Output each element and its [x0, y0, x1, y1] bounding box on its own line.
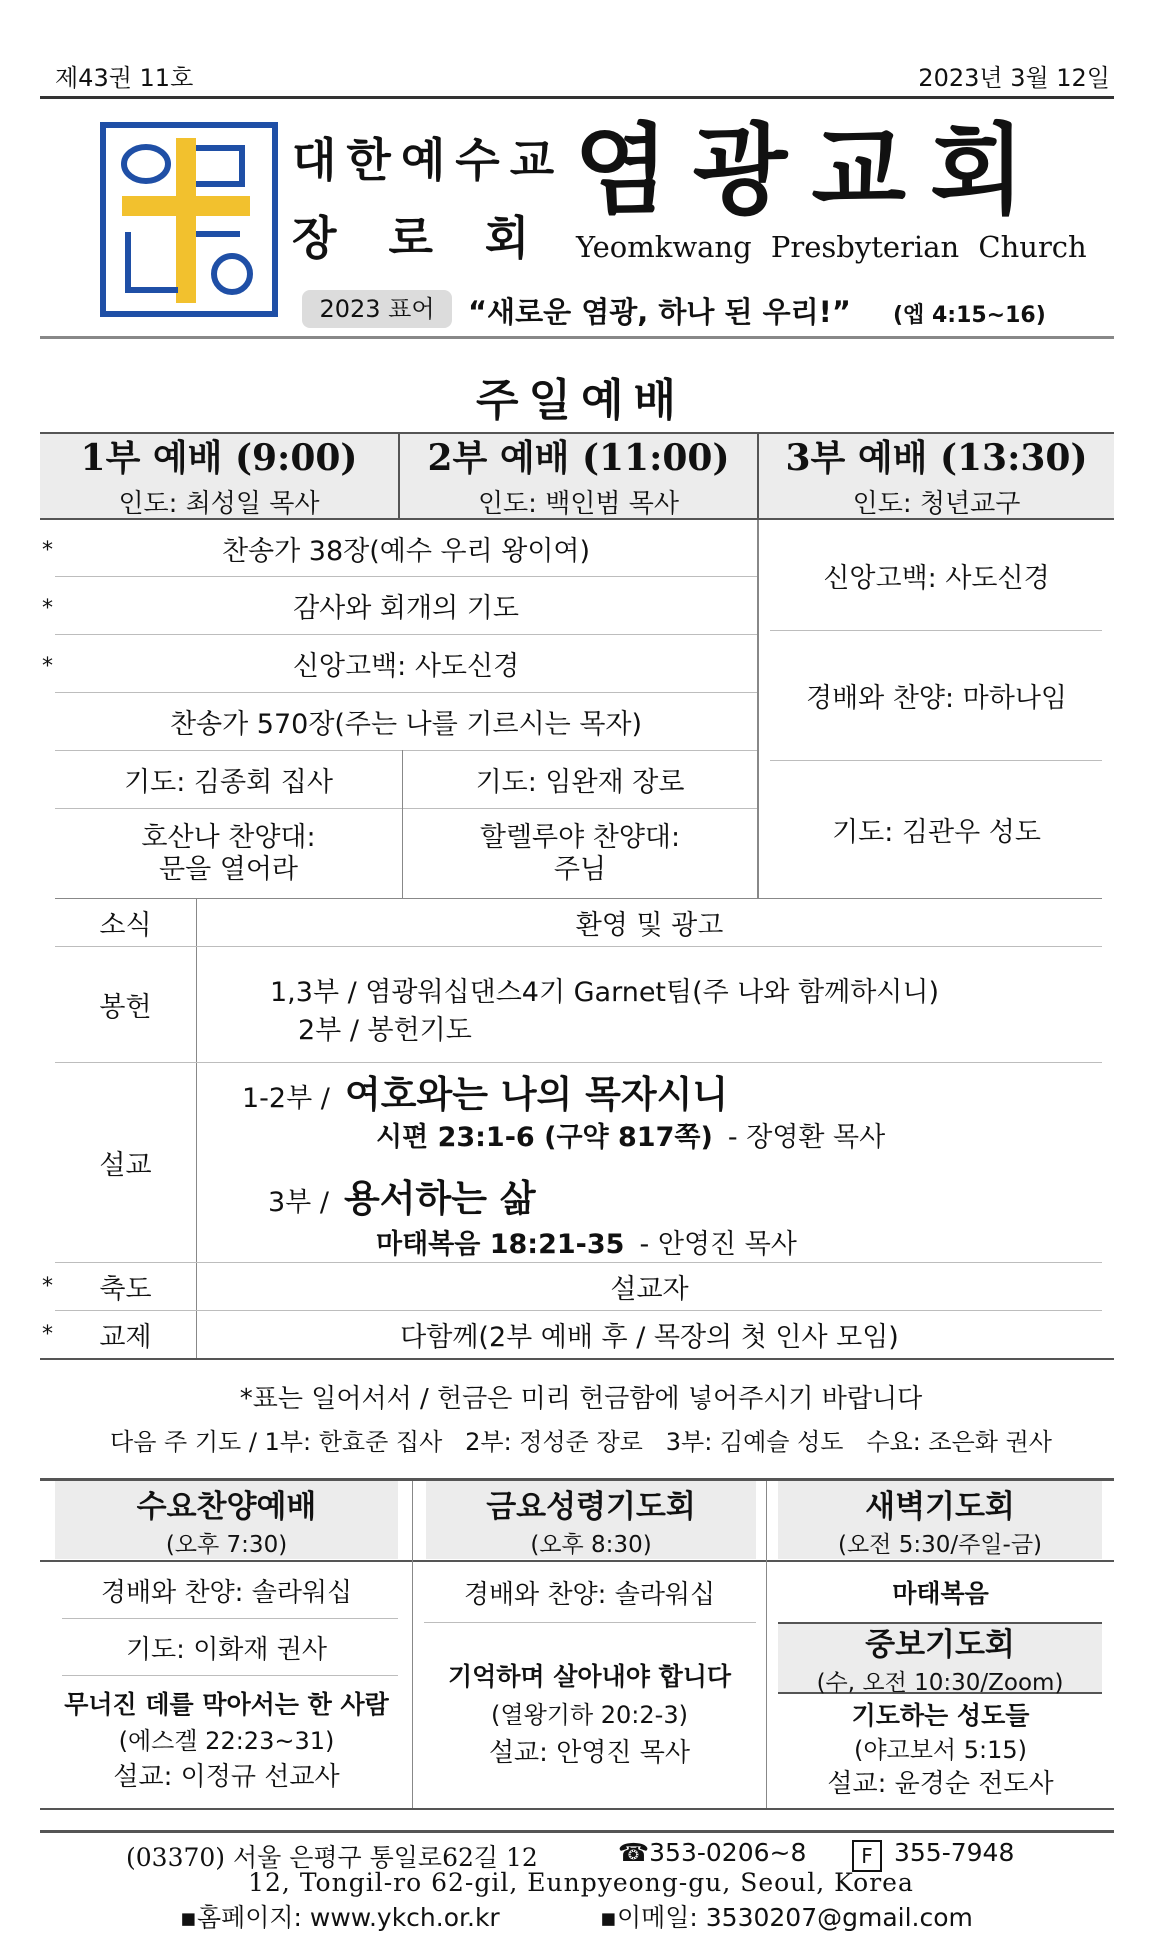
- church-logo: [100, 122, 278, 317]
- intercession-preacher: 설교: 윤경순 전도사: [827, 1769, 1054, 1799]
- dawn-title: 새벽기도회: [865, 1489, 1015, 1525]
- fax-icon: F: [852, 1840, 882, 1872]
- sermon2-prefix: 3부 /: [268, 1187, 329, 1218]
- service1-header: [40, 432, 398, 518]
- standing-mark: *: [42, 1322, 53, 1347]
- sermon1-title: 여호와는 나의 목자시니: [344, 1073, 729, 1116]
- friday-worship: 경배와 찬양: 솔라워십: [463, 1579, 716, 1610]
- wednesday-sermon-reference: (에스겔 22:23~31): [118, 1727, 335, 1755]
- wednesday-title: 수요찬양예배: [136, 1489, 317, 1525]
- friday-preacher: 설교: 안영진 목사: [488, 1737, 691, 1768]
- next-week-prayer: 다음 주 기도 / 1부: 한효준 집사 2부: 정성준 장로 3부: 김예슬 성도 수요: 조은화 권사: [110, 1428, 1052, 1456]
- benediction: 설교자: [610, 1274, 689, 1305]
- intercession-time: (수, 오전 10:30/Zoom): [816, 1670, 1064, 1696]
- friday-title: 금요성령기도회: [486, 1489, 696, 1525]
- sermon-label: 설교: [99, 1150, 152, 1181]
- dawn-time: (오전 5:30/주일-금): [837, 1532, 1043, 1558]
- sunday-worship-title: 주일예배: [475, 375, 686, 426]
- friday-header: [426, 1481, 756, 1559]
- friday-sermon-reference: (열왕기하 20:2-3): [491, 1700, 688, 1729]
- offering-line2: 2부 / 봉헌기도: [298, 1015, 472, 1046]
- service3-creed: 신앙고백: 사도신경: [823, 562, 1050, 594]
- service1-name: 1부 예배 (9:00): [80, 437, 358, 479]
- offering-label: 봉헌: [99, 992, 152, 1023]
- prayer-service2: 기도: 임완재 장로: [475, 767, 685, 798]
- service3-worship: 경배와 찬양: 마하나임: [806, 683, 1067, 714]
- intercession-title: 중보기도회: [865, 1627, 1015, 1663]
- motto-reference: (엡 4:15~16): [893, 303, 1046, 328]
- standing-mark: *: [42, 596, 53, 621]
- dawn-header: [778, 1481, 1102, 1559]
- footer-phone: ☎353-0206~8: [618, 1838, 807, 1867]
- footer-address: (03370) 서울 은평구 통일로62길 12: [126, 1843, 538, 1872]
- service3-prayer: 기도: 김관우 성도: [832, 817, 1041, 848]
- denomination-line1: 대한예수교: [292, 133, 565, 187]
- friday-sermon: [413, 1623, 766, 1806]
- volume-number: 제43권 11호: [55, 64, 194, 92]
- sermon2-reference: 마태복음 18:21-35: [376, 1229, 625, 1260]
- denomination-line2: 장 로 회: [292, 211, 548, 265]
- footer-email[interactable]: ▪이메일: 3530207@gmail.com: [600, 1903, 973, 1932]
- friday-time: (오후 8:30): [530, 1532, 652, 1558]
- standing-mark: *: [42, 538, 53, 563]
- news-label: 소식: [99, 910, 152, 941]
- dawn-text: 마태복음: [892, 1579, 989, 1608]
- service3-header: [759, 432, 1114, 518]
- fellowship: 다함께(2부 예배 후 / 목장의 첫 인사 모임): [400, 1322, 899, 1353]
- benediction-label: 축도: [99, 1274, 152, 1305]
- intercession-sermon: [767, 1694, 1114, 1806]
- motto-badge: 2023 표어: [302, 290, 452, 328]
- footer-homepage[interactable]: ▪홈페이지: www.ykch.or.kr: [180, 1903, 500, 1932]
- footer-fax: 355-7948: [894, 1838, 1015, 1867]
- church-name: 염광교회: [574, 114, 1049, 228]
- prayer-of-confession: 감사와 회개의 기도: [293, 593, 519, 624]
- service1-leader: 인도: 최성일 목사: [118, 489, 320, 519]
- wednesday-preacher: 설교: 이정규 선교사: [113, 1762, 340, 1792]
- wednesday-prayer: 기도: 이화재 권사: [125, 1634, 328, 1665]
- offering-line1: 1,3부 / 염광워십댄스4기 Garnet팀(주 나와 함께하시니): [270, 977, 939, 1008]
- service3-name: 3부 예배 (13:30): [785, 437, 1088, 479]
- service3-leader: 인도: 청년교구: [852, 489, 1021, 519]
- wednesday-header: [55, 1481, 398, 1559]
- footer-address-english: 12, Tongil-ro 62-gil, Eunpyeong-gu, Seoul, Korea: [248, 1868, 914, 1897]
- sermon2-preacher: - 안영진 목사: [639, 1229, 797, 1260]
- fellowship-label: 교제: [99, 1322, 152, 1353]
- sermon1-detail: [376, 1115, 885, 1154]
- sermon2: [268, 1168, 536, 1222]
- choir-service2: 할렐루야 찬양대: 주님: [479, 821, 681, 885]
- hymn-2: 찬송가 570장(주는 나를 기르시는 목자): [169, 709, 643, 740]
- logo-icon: [100, 122, 278, 317]
- standing-mark: *: [42, 654, 53, 679]
- sermon1-prefix: 1-2부 /: [242, 1083, 330, 1114]
- friday-sermon-title: 기억하며 살아내야 합니다: [447, 1661, 732, 1691]
- sermon1-preacher: - 장영환 목사: [727, 1122, 886, 1153]
- service2-header: [400, 432, 757, 518]
- intercession-sermon-title: 기도하는 성도들: [851, 1701, 1030, 1730]
- news: 환영 및 광고: [575, 910, 724, 941]
- wednesday-worship: 경배와 찬양: 솔라워십: [100, 1577, 353, 1608]
- intercession-header: [778, 1624, 1102, 1696]
- standing-mark: *: [42, 1274, 53, 1299]
- service2-leader: 인도: 백인범 목사: [477, 489, 680, 519]
- standing-note: *표는 일어서서 / 헌금은 미리 헌금함에 넣어주시기 바랍니다: [239, 1384, 923, 1414]
- sermon1: [242, 1064, 728, 1118]
- service2-name: 2부 예배 (11:00): [427, 437, 730, 479]
- wednesday-time: (오후 7:30): [165, 1532, 288, 1558]
- sermon1-reference: 시편 23:1-6 (구약 817쪽): [376, 1122, 713, 1153]
- wednesday-sermon: [55, 1676, 398, 1806]
- choir-service1: 호산나 찬양대: 문을 열어라: [141, 821, 316, 885]
- church-name-english: Yeomkwang Presbyterian Church: [576, 230, 1087, 264]
- wednesday-sermon-title: 무너진 데를 막아서는 한 사람: [64, 1690, 389, 1719]
- hymn-1: 찬송가 38장(예수 우리 왕이여): [221, 535, 591, 567]
- issue-date: 2023년 3월 12일: [918, 64, 1110, 92]
- sermon2-title: 용서하는 삶: [344, 1177, 536, 1220]
- motto: “새로운 염광, 하나 된 우리!”: [468, 295, 851, 329]
- intercession-reference: (야고보서 5:15): [854, 1736, 1027, 1764]
- prayer-service1: 기도: 김종회 집사: [124, 767, 333, 798]
- apostles-creed: 신앙고백: 사도신경: [292, 651, 520, 682]
- sermon2-detail: [376, 1222, 797, 1261]
